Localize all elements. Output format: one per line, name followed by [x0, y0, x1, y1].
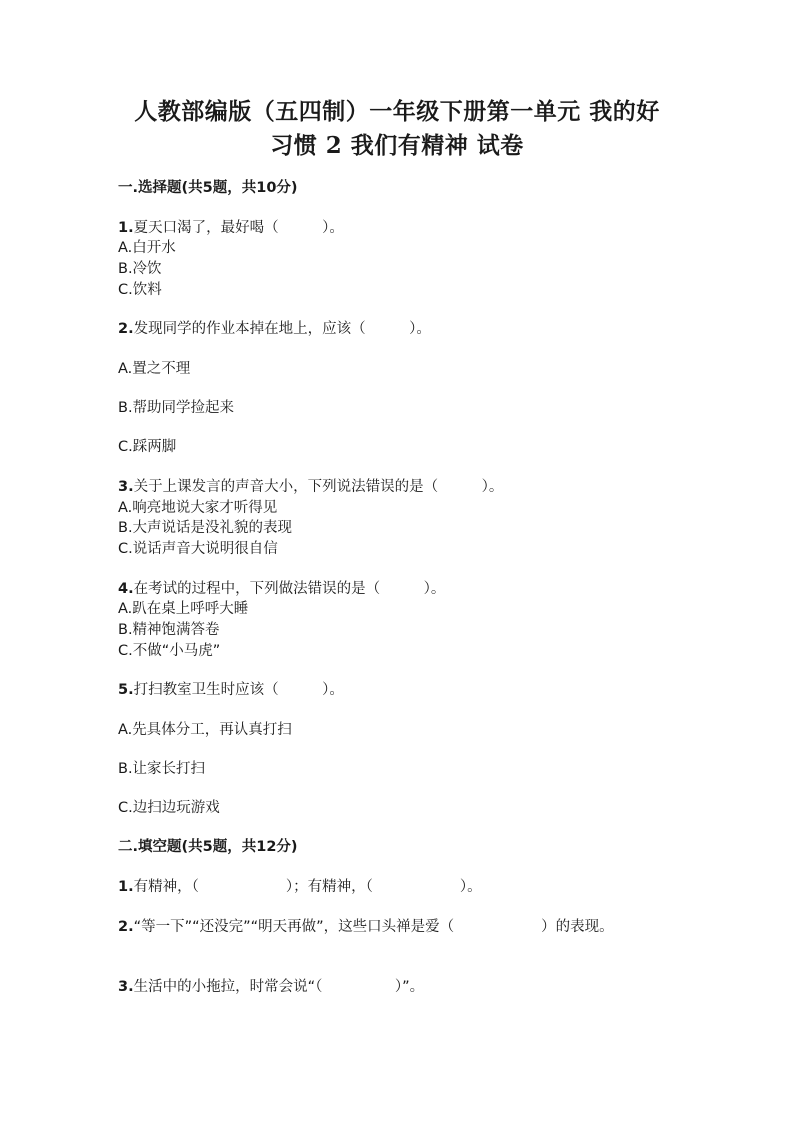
question-number: 4.	[118, 581, 134, 597]
section-heading-choice: 一.选择题(共5题，共10分)	[118, 180, 298, 196]
question-number: 3.	[118, 979, 134, 995]
option-c: C.饮料	[118, 282, 162, 298]
option-b: B.帮助同学捡起来	[118, 400, 235, 416]
question-number: 1.	[118, 220, 134, 236]
question-number: 3.	[118, 479, 134, 495]
question-stem: 有精神，（ ）；有精神，（ ）。	[133, 879, 482, 895]
question-stem: 在考试的过程中，下列做法错误的是（ ）。	[133, 581, 446, 597]
option-a: A.响亮地说大家才听得见	[118, 500, 278, 516]
option-a: A.趴在桌上呼呼大睡	[118, 601, 249, 617]
option-c: C.不做“小马虎”	[118, 643, 221, 659]
question-4	[118, 579, 445, 599]
option-b: B.让家长打扫	[118, 761, 206, 777]
question-stem: 发现同学的作业本掉在地上，应该（ ）。	[133, 321, 431, 337]
question-number: 5.	[118, 682, 134, 698]
page-title-line-2: 习惯 2 我们有精神 试卷	[270, 132, 524, 159]
question-5	[118, 680, 344, 700]
page-title-line-1: 人教部编版（五四制）一年级下册第一单元 我的好	[134, 98, 660, 125]
question-number: 2.	[118, 321, 134, 337]
section-heading-fill-blank: 二.填空题(共5题，共12分)	[118, 839, 298, 855]
fill-question-2	[118, 917, 678, 937]
question-3	[118, 477, 503, 497]
fill-question-1	[118, 877, 482, 897]
question-stem: 夏天口渴了，最好喝（ ）。	[133, 220, 344, 236]
option-c: C.说话声音大说明很自信	[118, 541, 278, 557]
fill-question-3	[118, 977, 424, 997]
option-b: B.冷饮	[118, 261, 162, 277]
question-stem: 打扫教室卫生时应该（ ）。	[133, 682, 344, 698]
question-number: 1.	[118, 879, 134, 895]
option-b: B.大声说话是没礼貌的表现	[118, 520, 293, 536]
option-a: A.白开水	[118, 240, 176, 256]
question-stem: 生活中的小拖拉，时常会说“（ ）”。	[133, 979, 425, 995]
option-b: B.精神饱满答卷	[118, 622, 220, 638]
option-a: A.先具体分工，再认真打扫	[118, 722, 292, 738]
option-c: C.边扫边玩游戏	[118, 800, 220, 816]
option-a: A.置之不理	[118, 361, 191, 377]
question-2	[118, 319, 431, 339]
question-number: 2.	[118, 919, 134, 935]
question-stem: “等一下”“还没完”“明天再做”，这些口头禅是爱（ ）的表现。	[133, 919, 614, 935]
question-1	[118, 218, 344, 238]
question-stem: 关于上课发言的声音大小，下列说法错误的是（ ）。	[133, 479, 504, 495]
option-c: C.踩两脚	[118, 439, 177, 455]
